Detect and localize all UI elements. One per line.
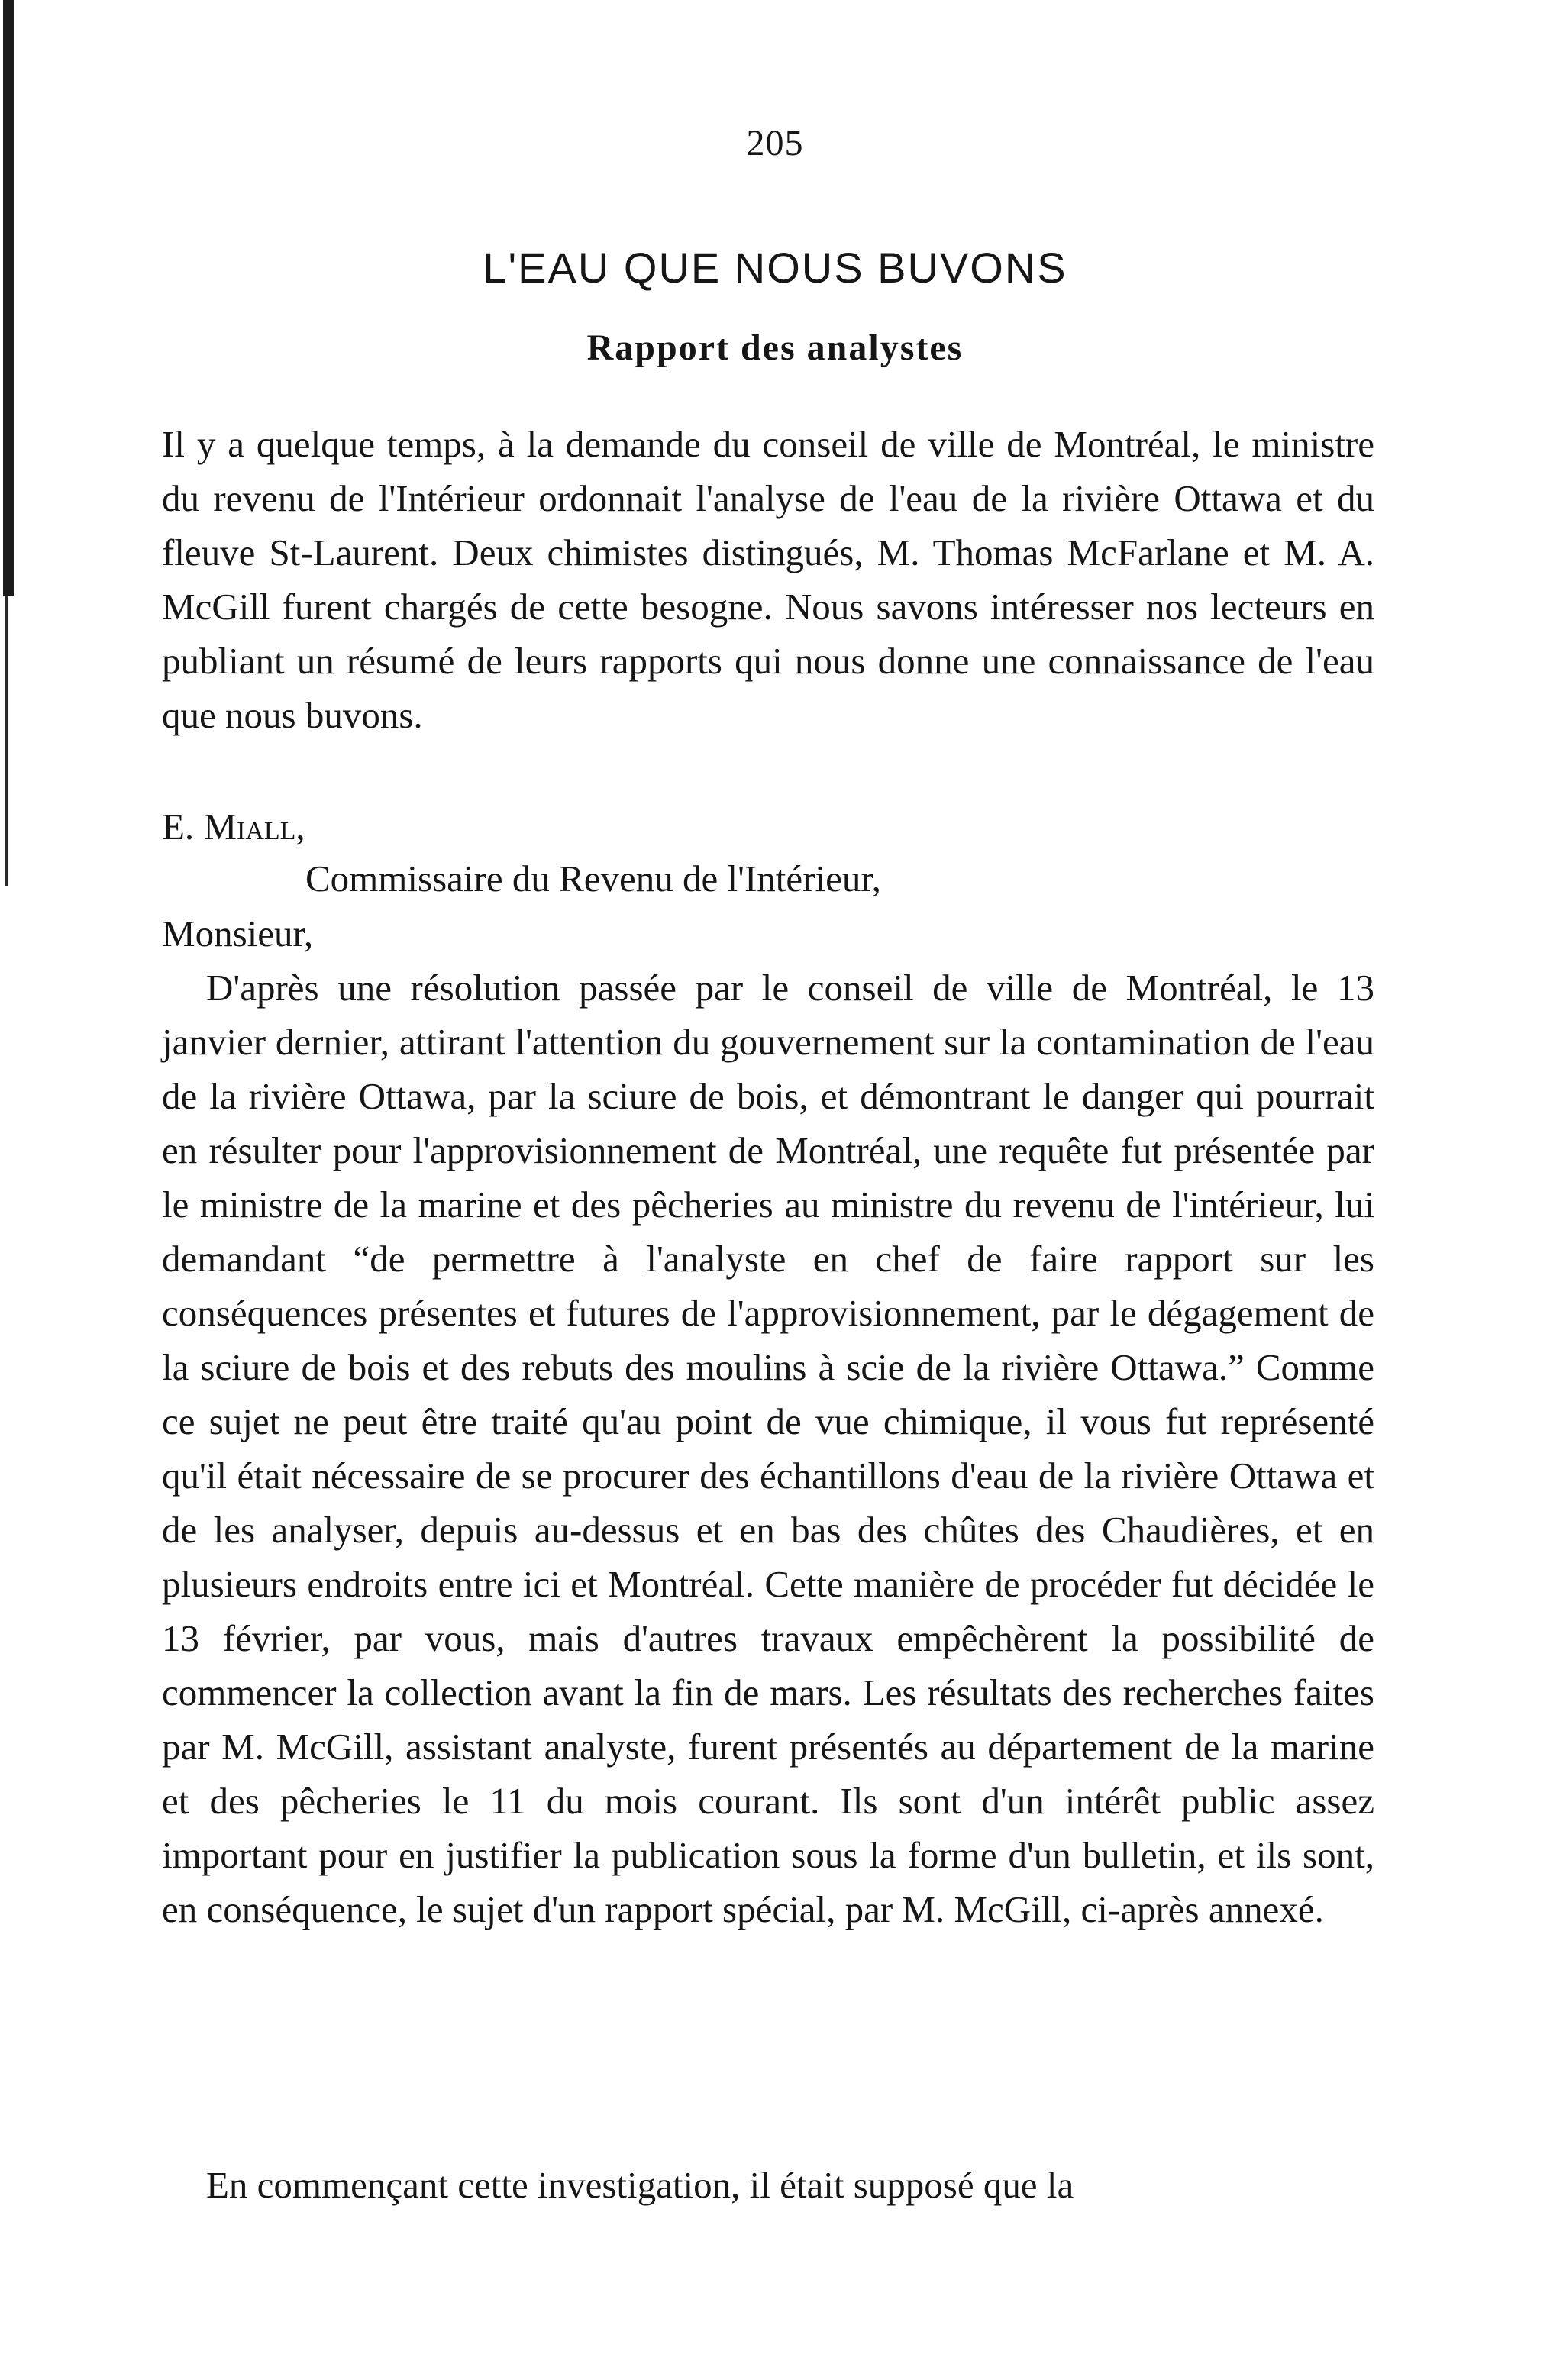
article-title: L'EAU QUE NOUS BUVONS <box>483 244 1067 292</box>
scan-edge-mark <box>3 0 14 596</box>
article-subtitle: Rapport des analystes <box>586 328 964 368</box>
intro-paragraph: Il y a quelque temps, à la demande du conseil de ville de Montréal, le ministre du revenu de l'Intérieur ordonnait l'analyse de l'eau de la rivière Ottawa et du fleuve St-Laurent. Deux chimistes distingués, M. Thomas McFarlane et M. A. McGill furent chargés de cette besogne. Nous savons intéresser nos lecteurs en publiant un résumé de leurs rapports qui nous donne une connaissance de l'eau que nous buvons. <box>162 423 1374 736</box>
salutation: Monsieur, <box>162 912 314 954</box>
signature-name-line <box>162 799 1374 854</box>
scan-edge-mark-lower <box>5 596 8 886</box>
signature-initial: E. <box>162 806 195 848</box>
report-paragraph: D'après une résolution passée par le conseil de ville de Montréal, le 13 janvier dernier, attirant l'attention du gouvernement sur la contamination de l'eau de la rivière Ottawa, par la sciure de bois, et démontrant le danger qui pourrait en résulter pour l'approvisionnement de Montréal, une requête fut présentée par le ministre de la marine et des pêcheries au ministre du revenu de l'intérieur, lui demandant “de permettre à l'analyste en chef de faire rapport sur les conséquences présentes et futures de l'approvisionnement, par le dégagement de la sciure de bois et des rebuts des moulins à scie de la rivière Ottawa.” Comme ce sujet ne peut être traité qu'au point de vue chimique, il vous fut représenté qu'il était nécessaire de se procurer des échantillons d'eau de la rivière Ottawa et de les analyser, depuis au-dessus et en bas des chûtes des Chaudières, et en plusieurs endroits entre ici et Montréal. Cette manière de procéder fut décidée le 13 février, par vous, mais d'autres travaux empêchèrent la possibilité de commencer la collection avant la fin de mars. Les résultats des recherches faites par M. McGill, assistant analyste, furent présentés au département de la marine et des pêcheries le 11 du mois courant. Ils sont d'un intérêt public assez important pour en justifier la publication sous la forme d'un bulletin, et ils sont, en conséquence, le sujet d'un rapport spécial, par M. McGill, ci-après annexé. <box>162 967 1374 1930</box>
page-number: 205 <box>746 123 804 163</box>
signature-name: Miall, <box>203 806 305 848</box>
closing-paragraph-start: En commençant cette investigation, il était supposé que la <box>206 2164 1074 2206</box>
signature-title: Commissaire du Revenu de l'Intérieur, <box>305 857 881 899</box>
